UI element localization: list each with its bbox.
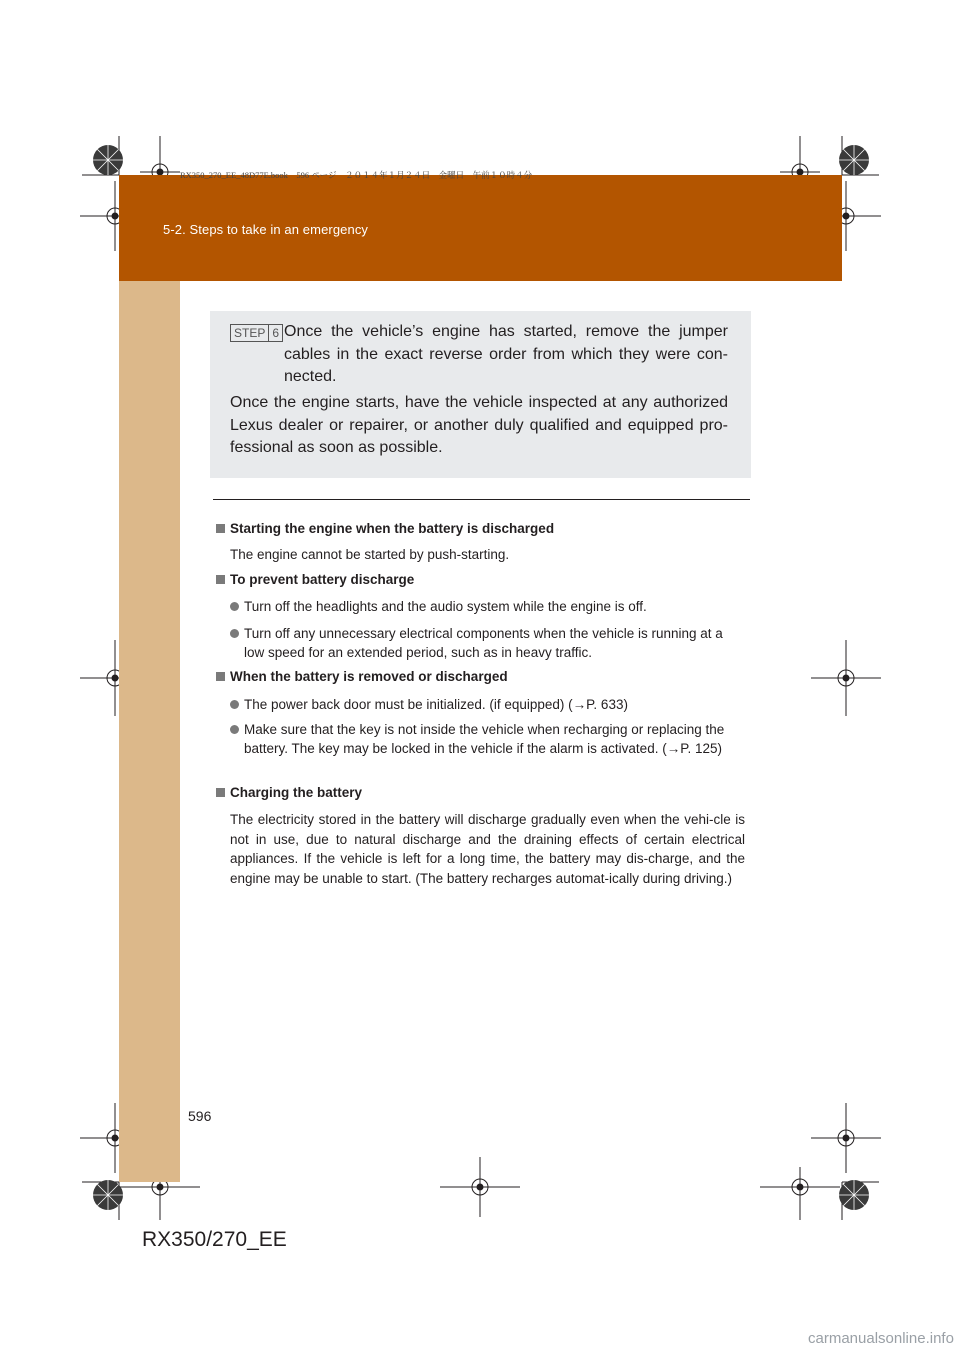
list-item xyxy=(230,624,745,662)
section-heading xyxy=(216,785,362,800)
bullet-dot-icon xyxy=(230,629,239,638)
section-title: 5-2. Steps to take in an emergency xyxy=(163,222,369,237)
step-note: Once the engine starts, have the vehicle inspected at any authorized Lexus dealer or repairer, or another duly qualified and equipped pro-fessional as soon as possible. xyxy=(230,394,728,456)
page-number: 596 xyxy=(188,1108,212,1124)
list-item xyxy=(230,597,745,616)
list-item xyxy=(230,695,745,714)
watermark-link[interactable]: carmanualsonline.info xyxy=(808,1330,954,1347)
section-divider xyxy=(213,499,750,500)
list-item-text: Turn off any unnecessary electrical components when the vehicle is running at a low speed for an extended period, such as in heavy traffic. xyxy=(244,626,723,660)
step-badge-label: STEP xyxy=(234,326,266,340)
book-print-stamp: RX350_270_EE_48D77E.book 596 ページ ２０１４年１月２４日 金曜日 午前１０時４分 xyxy=(180,170,533,180)
step-instruction: Once the vehicle’s engine has started, remove the jumper cables in the exact reverse order from which they were con-nected. xyxy=(284,323,728,385)
bullet-dot-icon xyxy=(230,700,239,709)
side-color-band xyxy=(119,280,180,1182)
heading-square-icon xyxy=(216,672,225,681)
bullet-dot-icon xyxy=(230,602,239,611)
section-paragraph: The electricity stored in the battery will discharge gradually even when the vehi-cle is not in use, due to natural discharge and the draining effects of certain electrical appliances. If the vehicle is left for a long time, the battery may dis-charge, and the engine may be unable to start. (The battery recharges automat-ically during driving.) xyxy=(230,812,745,886)
list-item xyxy=(230,720,745,758)
section-heading-text: When the battery is removed or discharged xyxy=(230,669,508,684)
list-item-text: The power back door must be initialized. (if equipped) (→P. 633) xyxy=(244,697,628,712)
section-heading xyxy=(216,521,554,536)
heading-square-icon xyxy=(216,575,225,584)
section-heading xyxy=(216,572,414,587)
bullet-dot-icon xyxy=(230,725,239,734)
step-badge xyxy=(230,324,283,342)
heading-square-icon xyxy=(216,788,225,797)
step-badge-number: 6 xyxy=(268,325,282,341)
section-heading-text: Charging the battery xyxy=(230,785,363,800)
section-heading-text: Starting the engine when the battery is discharged xyxy=(230,521,555,536)
section-paragraph: The engine cannot be started by push-starting. xyxy=(230,547,510,562)
heading-square-icon xyxy=(216,524,225,533)
list-item-text: Turn off the headlights and the audio system while the engine is off. xyxy=(244,599,647,614)
model-code: RX350/270_EE xyxy=(142,1228,287,1251)
section-heading-text: To prevent battery discharge xyxy=(230,572,415,587)
list-item-text: Make sure that the key is not inside the vehicle when recharging or replacing the battery. The key may be locked in the vehicle if the alarm is activated. (→P. 125) xyxy=(244,722,725,756)
section-heading xyxy=(216,669,508,684)
